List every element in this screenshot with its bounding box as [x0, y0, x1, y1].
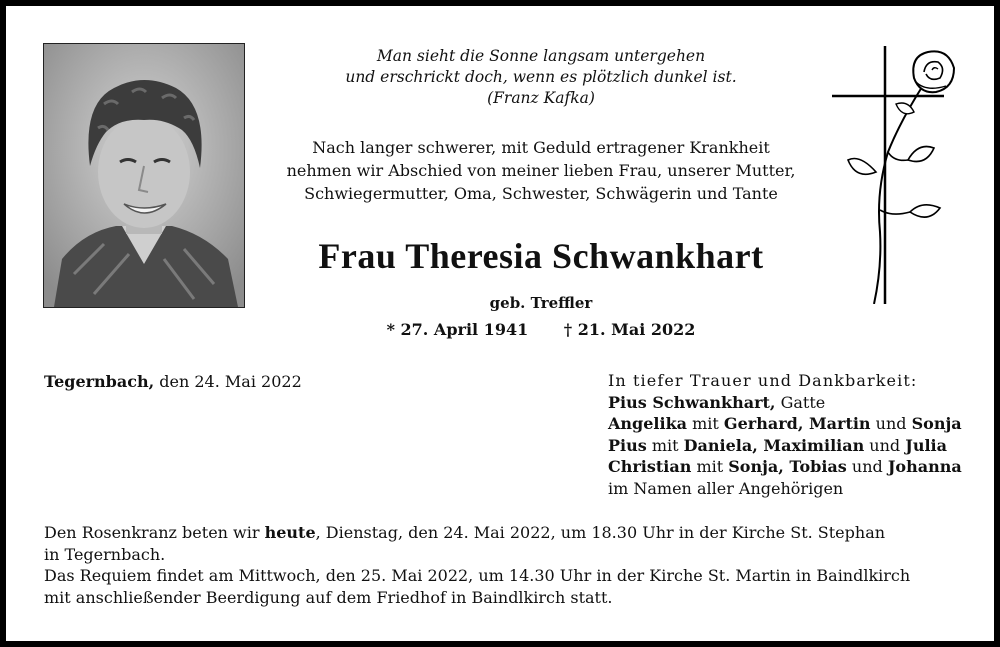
mourner-line: im Namen aller Angehörigen: [608, 478, 844, 498]
life-dates: [256, 320, 826, 339]
place-and-date: [44, 372, 302, 391]
rosary-line: Den Rosenkranz beten wir heute, Dienstag, den 24. Mai 2022, um 18.30 Uhr in der Kirche St. Stephan: [44, 523, 886, 542]
quote-line-2: und erschrickt doch, wenn es plötzlich dunkel ist.: [345, 68, 737, 86]
obituary-card: [6, 6, 994, 641]
mourner-line: Angelika mit Gerhard, Martin und Sonja: [608, 414, 962, 433]
mourner-line: Pius mit Daniela, Maximilian und Julia: [608, 435, 947, 455]
burial-line: mit anschließender Beerdigung auf dem Friedhof in Baindlkirch statt.: [44, 587, 613, 607]
quote-author: (Franz Kafka): [487, 89, 595, 107]
intro-text: [256, 136, 826, 205]
requiem-line: Das Requiem findet am Mittwoch, den 25. Mai 2022, um 14.30 Uhr in der Kirche St. Martin in Baindlkirch: [44, 566, 911, 585]
birth-date: * 27. April 1941: [386, 320, 529, 339]
place: Tegernbach,: [44, 372, 155, 391]
rosary-location: in Tegernbach.: [44, 544, 166, 564]
cross-with-rose-icon: [830, 42, 956, 304]
maiden-name: geb. Treffler: [489, 294, 593, 312]
kafka-quote: [276, 46, 806, 109]
portrait-photo: [43, 43, 245, 308]
mourners-heading: In tiefer Trauer und Dankbarkeit:: [608, 371, 918, 390]
mourner-line: Pius Schwankhart, Gatte: [608, 392, 826, 412]
intro-line-3: Schwiegermutter, Oma, Schwester, Schwägerin und Tante: [304, 184, 778, 203]
date: den 24. Mai 2022: [154, 372, 302, 391]
quote-line-1: Man sieht die Sonne langsam untergehen: [376, 47, 706, 65]
intro-line-1: Nach langer schwerer, mit Geduld ertragener Krankheit: [312, 138, 770, 157]
mourners-list: [608, 370, 962, 499]
service-info: [44, 522, 910, 608]
death-date: † 21. Mai 2022: [563, 320, 696, 339]
intro-line-2: nehmen wir Abschied von meiner lieben Frau, unserer Mutter,: [286, 161, 796, 180]
mourner-line: Christian mit Sonja, Tobias und Johanna: [608, 457, 962, 476]
deceased-name: Frau Theresia Schwankhart: [318, 236, 764, 276]
